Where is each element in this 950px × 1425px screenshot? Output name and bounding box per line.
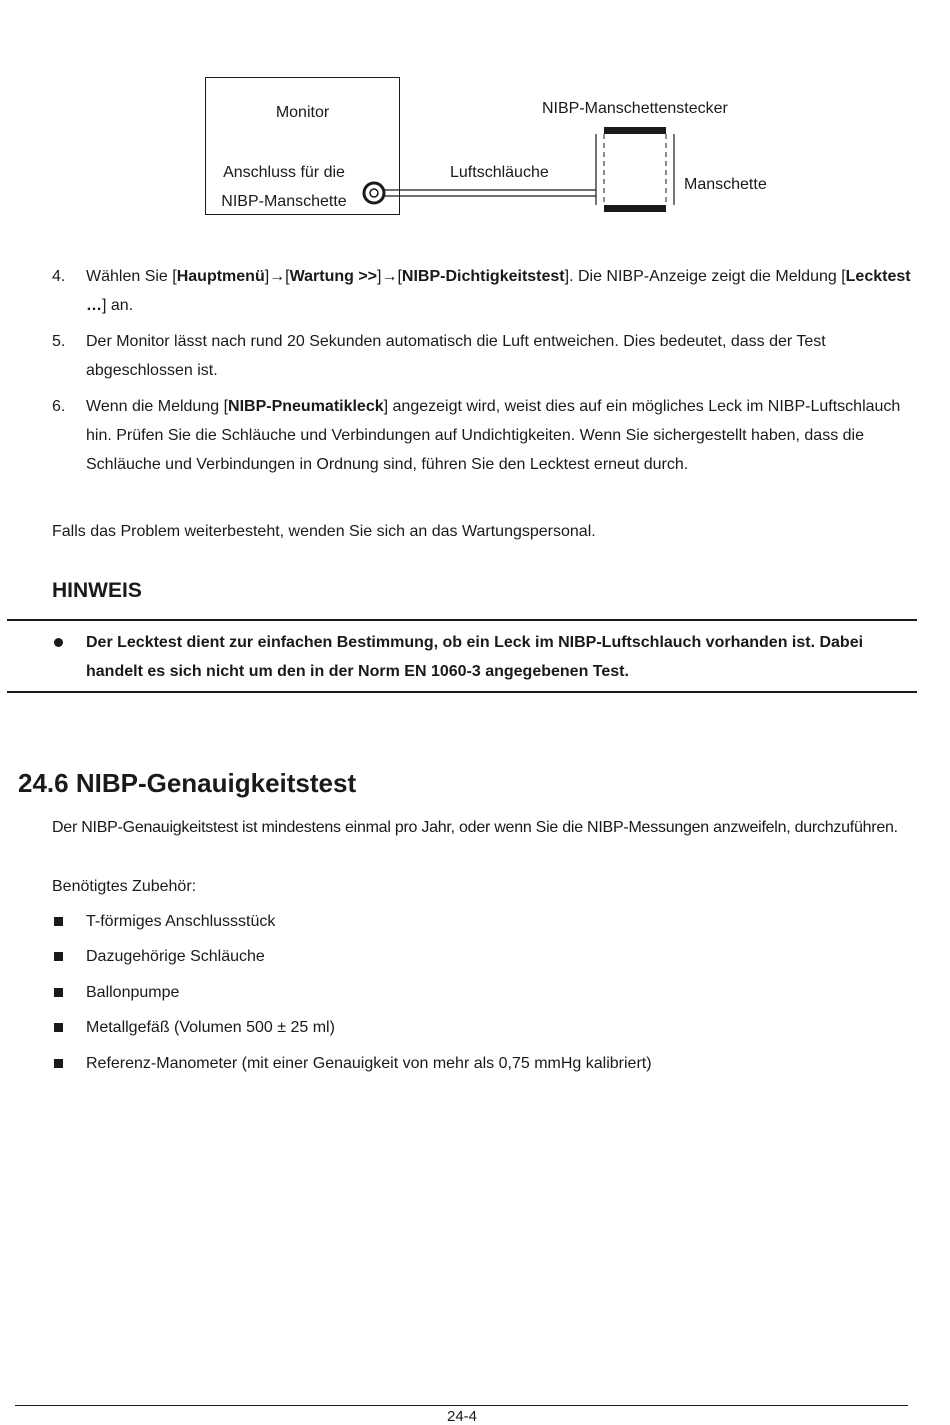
- square-bullet-icon: [54, 1059, 63, 1068]
- plug-label: NIBP-Manschettenstecker: [542, 100, 728, 117]
- connector-label-line2: NIBP-Manschette: [221, 193, 347, 210]
- square-bullet-icon: [54, 988, 63, 997]
- square-bullet-icon: [54, 1023, 63, 1032]
- step-6: [52, 392, 918, 479]
- diagram-graphics: [0, 0, 950, 230]
- list-item: Metallgefäß (Volumen 500 ± 25 ml): [86, 1019, 335, 1036]
- footer-rule: [15, 1405, 908, 1406]
- note-bottom-rule: [7, 691, 917, 693]
- step-text: Der Monitor lässt nach rund 20 Sekunden automatisch die Luft entweichen. Dies bedeutet, dass der Test abgeschlossen ist.: [86, 333, 826, 379]
- message-leak-test: Lecktest …: [86, 268, 911, 314]
- section-intro: Der NIBP-Genauigkeitstest ist mindestens einmal pro Jahr, oder wenn Sie die NIBP-Messungen anzweifeln, durchzuführen.: [52, 819, 898, 836]
- list-item: Referenz-Manometer (mit einer Genauigkeit von mehr als 0,75 mmHg kalibriert): [86, 1055, 652, 1072]
- tools-label: Benötigtes Zubehör:: [52, 878, 197, 895]
- page-number: 24-4: [446, 1408, 478, 1425]
- connector-label-line1: Anschluss für die: [223, 164, 345, 181]
- menu-path-main-menu: Hauptmenü: [176, 268, 265, 285]
- step-number: 6.: [52, 398, 66, 415]
- list-item: Dazugehörige Schläuche: [86, 948, 265, 965]
- air-hose-lines: [384, 190, 596, 196]
- problem-text: Falls das Problem weiterbesteht, wenden Sie sich an das Wartungspersonal.: [52, 523, 596, 540]
- square-bullet-icon: [54, 917, 63, 926]
- note-bullet-icon: [54, 638, 63, 647]
- step-text: Wenn die Meldung [NIBP-Pneumatikleck] angezeigt wird, weist dies auf ein mögliches Leck im NIBP-Luftschlauch hin. Prüfen Sie die Schläuche und Verbindungen auf Undichtigkeiten. Wenn Sie sichergestellt haben, dass die Schläuche und Verbindungen in Ordnung sind, führen Sie den Lecktest erneut durch.: [86, 398, 901, 473]
- step-number: 5.: [52, 333, 66, 350]
- message-pneumatic-leak: NIBP-Pneumatikleck: [228, 398, 384, 415]
- step-5: [52, 327, 912, 385]
- step-number: 4.: [52, 268, 66, 285]
- connector-port-icon: [364, 183, 384, 203]
- menu-path-leak-test: NIBP-Dichtigkeitstest: [401, 268, 565, 285]
- monitor-label: Monitor: [275, 104, 330, 121]
- note-top-rule: [7, 619, 917, 621]
- note-text: Der Lecktest dient zur einfachen Bestimmung, ob ein Leck im NIBP-Luftschlauch vorhanden ist. Dabei handelt es sich nicht um den in der Norm EN 1060-3 angegebenen Test.: [86, 634, 864, 680]
- cuff-label: Manschette: [684, 176, 767, 193]
- list-item: Ballonpumpe: [86, 984, 180, 1001]
- section-title: 24.6 NIBP-Genauigkeitstest: [18, 768, 357, 798]
- hose-label: Luftschläuche: [450, 164, 549, 181]
- step-text: Wählen Sie [Hauptmenü]→[Wartung >>]→[NIBP-Dichtigkeitstest]. Die NIBP-Anzeige zeigt die Meldung [Lecktest …] an.: [86, 268, 911, 314]
- cuff-icon: [596, 127, 674, 212]
- note-heading: HINWEIS: [52, 579, 142, 602]
- step-4: [52, 262, 912, 320]
- list-item: T-förmiges Anschlussstück: [86, 913, 276, 930]
- menu-path-maintenance: Wartung >>: [289, 268, 378, 285]
- square-bullet-icon: [54, 952, 63, 961]
